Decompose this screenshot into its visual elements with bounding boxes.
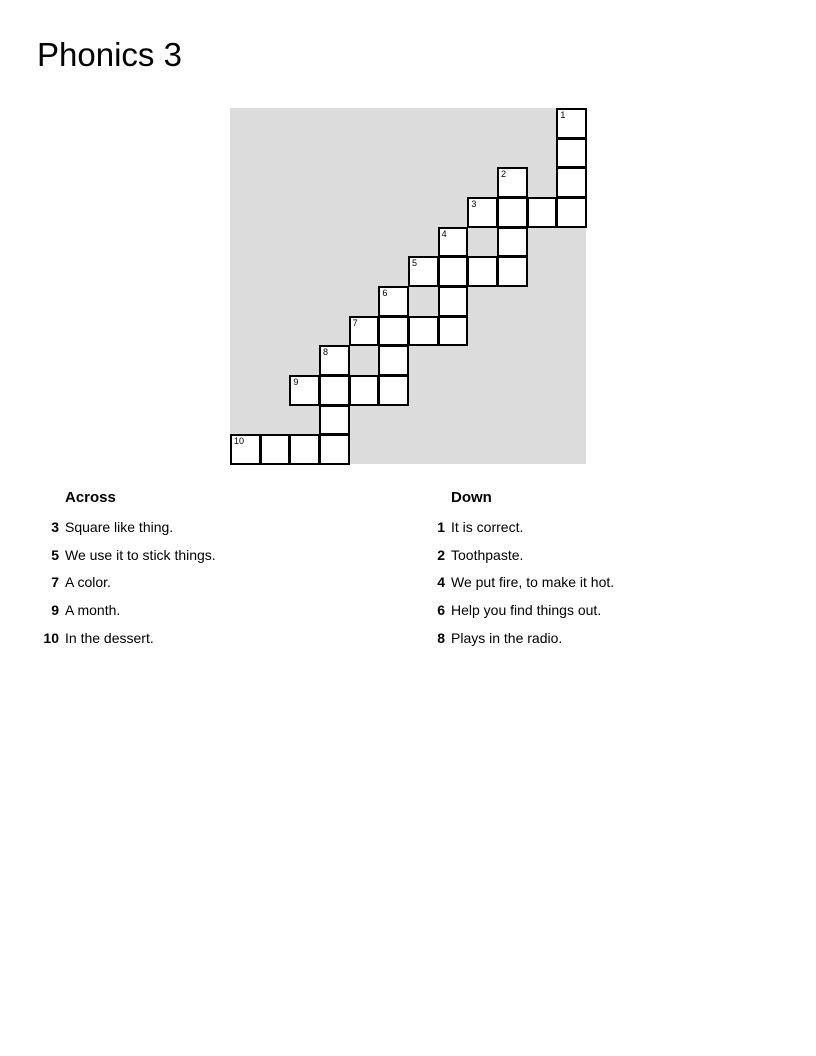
across-clue — [37, 514, 377, 542]
across-clue — [37, 597, 377, 625]
down-clue — [423, 514, 763, 542]
crossword-cell[interactable] — [497, 197, 528, 228]
crossword-cell[interactable] — [556, 138, 587, 169]
crossword-cell[interactable] — [497, 256, 528, 287]
down-clue — [423, 625, 763, 653]
clue-text: A month. — [65, 602, 121, 619]
across-clue-list — [37, 514, 377, 652]
clue-number: 3 — [51, 519, 59, 535]
across-clues — [37, 486, 377, 652]
cell-number: 3 — [471, 199, 477, 209]
crossword-grid — [230, 108, 586, 464]
crossword-cell[interactable] — [319, 345, 350, 376]
crossword-cell[interactable] — [467, 197, 498, 228]
clue-number: 7 — [51, 574, 59, 591]
crossword-cell[interactable] — [467, 256, 498, 287]
cell-number: 7 — [352, 317, 358, 328]
crossword-cell[interactable] — [408, 316, 439, 347]
cell-number: 10 — [234, 436, 245, 447]
crossword-cell[interactable] — [497, 227, 528, 258]
crossword-cell[interactable] — [408, 256, 439, 287]
clue-text: We put fire, to make it hot. — [451, 574, 615, 591]
crossword-cell[interactable] — [438, 316, 469, 347]
clue-text: A color. — [65, 574, 111, 591]
crossword-cell[interactable] — [319, 434, 350, 465]
cell-number: 1 — [560, 110, 566, 120]
crossword-cell[interactable] — [289, 375, 320, 406]
across-clue — [37, 569, 377, 597]
clue-text: In the dessert. — [65, 629, 154, 646]
crossword-cell[interactable] — [260, 434, 291, 465]
crossword-cell[interactable] — [438, 286, 469, 317]
crossword-cell[interactable] — [378, 286, 409, 317]
clue-number: 2 — [437, 546, 445, 563]
crossword-cell[interactable] — [438, 227, 469, 258]
clue-number: 8 — [437, 629, 445, 646]
clue-text: Toothpaste. — [451, 546, 524, 563]
down-clue — [423, 597, 763, 625]
clue-number: 1 — [437, 519, 445, 535]
down-clues — [423, 486, 763, 652]
crossword-cell[interactable] — [289, 434, 320, 465]
crossword-cell[interactable] — [438, 256, 469, 287]
cell-number: 6 — [382, 288, 388, 298]
clue-text: We use it to stick things. — [65, 546, 216, 563]
cell-number: 4 — [441, 228, 447, 239]
page-title: Phonics 3 — [37, 36, 182, 73]
crossword-cell[interactable] — [527, 197, 558, 228]
clue-text: Help you find things out. — [451, 602, 602, 619]
down-clue — [423, 542, 763, 570]
clue-number: 9 — [51, 602, 59, 619]
crossword-cell[interactable] — [319, 405, 350, 436]
crossword-cell[interactable] — [349, 375, 380, 406]
down-heading: Down — [451, 489, 492, 506]
crossword-cell[interactable] — [349, 316, 380, 347]
cell-number: 9 — [293, 377, 299, 387]
clue-text: Plays in the radio. — [451, 629, 563, 646]
clue-number: 5 — [51, 546, 59, 563]
clue-text: Square like thing. — [65, 519, 174, 535]
crossword-cell[interactable] — [319, 375, 350, 406]
crossword-cell[interactable] — [378, 316, 409, 347]
crossword-cell[interactable] — [378, 345, 409, 376]
crossword-cell[interactable] — [230, 434, 261, 465]
across-clue — [37, 625, 377, 653]
cell-number: 5 — [412, 258, 418, 269]
cell-number: 8 — [323, 347, 329, 358]
crossword-cell[interactable] — [378, 375, 409, 406]
clue-text: It is correct. — [451, 519, 524, 535]
crossword-cell[interactable] — [497, 167, 528, 198]
down-clue — [423, 569, 763, 597]
across-heading: Across — [65, 489, 116, 506]
clue-number: 6 — [437, 602, 445, 619]
clue-number: 10 — [43, 629, 59, 646]
crossword-cell[interactable] — [556, 167, 587, 198]
cell-number: 2 — [501, 169, 507, 180]
across-clue — [37, 542, 377, 570]
down-clue-list — [423, 514, 763, 652]
crossword-cell[interactable] — [556, 197, 587, 228]
clue-number: 4 — [437, 574, 445, 591]
crossword-cell[interactable] — [556, 108, 587, 139]
